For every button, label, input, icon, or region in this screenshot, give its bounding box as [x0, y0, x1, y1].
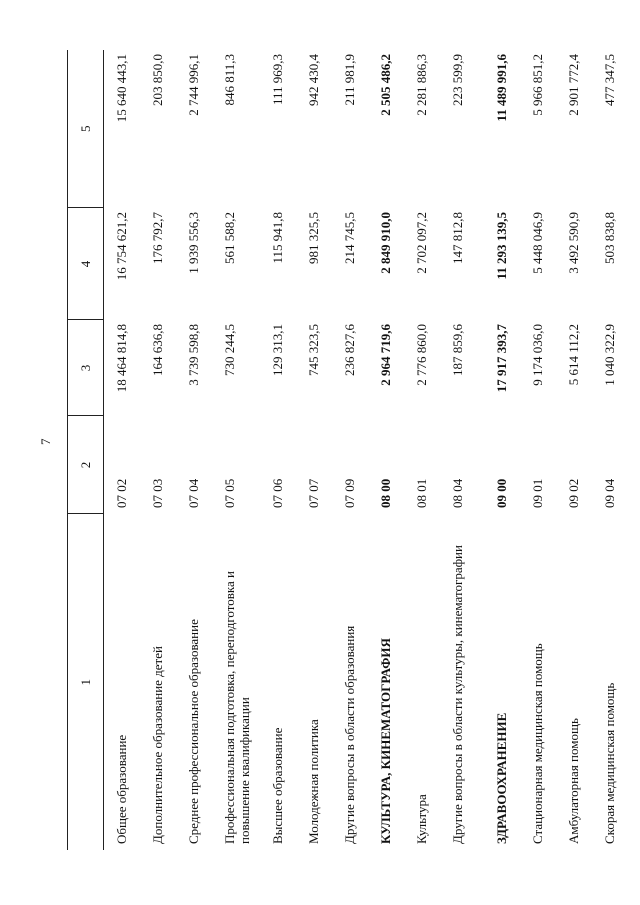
- row-value-4: 981 325,5: [305, 212, 321, 264]
- row-value-4: 214 745,5: [341, 212, 357, 264]
- row-value-3: 730 244,5: [221, 324, 237, 376]
- table-row: [440, 50, 484, 850]
- row-name: Скорая медицинская помощь: [601, 682, 617, 844]
- row-value-3: 18 464 814,8: [114, 324, 129, 393]
- table-row-section: [368, 50, 404, 850]
- row-code: 07 05: [221, 478, 237, 508]
- column-header-4: 4: [68, 208, 104, 320]
- table-row: [176, 50, 212, 850]
- row-name: Общее образование: [114, 734, 129, 844]
- row-name: Высшее образование: [269, 727, 285, 844]
- column-header-2: 2: [68, 416, 104, 514]
- row-value-4: 2 849 910,0: [377, 212, 393, 274]
- row-code: 08 01: [413, 478, 429, 508]
- column-header-3: 3: [68, 320, 104, 416]
- row-value-5: 2 744 996,1: [185, 54, 201, 116]
- row-code: 09 01: [529, 478, 545, 508]
- row-value-5: 2 505 486,2: [377, 54, 393, 116]
- row-value-5: 11 489 991,6: [493, 54, 509, 122]
- row-name: Другие вопросы в области образования: [341, 625, 357, 844]
- row-value-5: 211 981,9: [341, 54, 357, 106]
- row-value-3: 3 739 598,8: [185, 324, 201, 386]
- row-code: 07 04: [185, 478, 201, 508]
- row-value-3: 2 964 719,6: [377, 324, 393, 386]
- row-value-4: 147 812,8: [449, 212, 465, 264]
- table-row-section: [484, 50, 520, 850]
- row-value-4: 561 588,2: [221, 212, 237, 264]
- row-code: 09 04: [601, 478, 617, 508]
- budget-table: [67, 50, 628, 850]
- table-row: [104, 50, 140, 850]
- row-value-4: 115 941,8: [269, 212, 285, 264]
- row-code: 08 04: [449, 478, 465, 508]
- row-value-5: 5 966 851,2: [529, 54, 545, 116]
- row-name: Молодежная политика: [305, 719, 321, 844]
- row-value-3: 2 776 860,0: [413, 324, 429, 386]
- row-value-5: 942 430,4: [305, 54, 321, 106]
- row-name: ЗДРАВООХРАНЕНИЕ: [493, 712, 509, 844]
- table-row: [140, 50, 176, 850]
- row-code: 07 02: [114, 478, 129, 508]
- row-code: 09 00: [493, 478, 509, 508]
- row-value-4: 176 792,7: [149, 212, 165, 264]
- row-name: Стационарная медицинская помощь: [529, 643, 545, 844]
- table-row: [520, 50, 556, 850]
- budget-table-container: [67, 50, 622, 850]
- row-code: 07 03: [149, 478, 165, 508]
- row-value-5: 477 347,5: [601, 54, 617, 106]
- row-code: 07 07: [305, 478, 321, 508]
- row-name: Другие вопросы в области культуры, кинематографии: [449, 545, 465, 844]
- row-name: Среднее профессиональное образование: [185, 619, 201, 844]
- row-value-4: 1 939 556,3: [185, 212, 201, 274]
- row-value-3: 17 917 393,7: [493, 324, 509, 393]
- row-value-3: 9 174 036,0: [529, 324, 545, 386]
- row-value-5: 15 640 443,1: [114, 54, 129, 123]
- row-name: Дополнительное образование детей: [149, 646, 165, 844]
- row-value-3: 129 313,1: [269, 324, 285, 376]
- row-value-4: 3 492 590,9: [565, 212, 581, 274]
- row-name: Профессиональная подготовка, переподготовка и повышение квалификации: [221, 571, 252, 844]
- row-code: 07 09: [341, 478, 357, 508]
- table-row: [260, 50, 296, 850]
- row-name: КУЛЬТУРА, КИНЕМАТОГРАФИЯ: [377, 638, 393, 844]
- page-number: 7: [38, 438, 53, 445]
- row-value-5: 2 281 886,3: [413, 54, 429, 116]
- row-name: Амбулаторная помощь: [565, 718, 581, 844]
- row-value-3: 164 636,8: [149, 324, 165, 376]
- row-code: 07 06: [269, 478, 285, 508]
- column-header-1: 1: [68, 514, 104, 850]
- table-row: [556, 50, 592, 850]
- row-value-5: 203 850,0: [149, 54, 165, 106]
- row-value-5: 223 599,9: [449, 54, 465, 106]
- row-value-3: 187 859,6: [449, 324, 465, 376]
- table-header-row: [68, 50, 104, 850]
- row-name: Культура: [413, 794, 429, 844]
- row-value-4: 11 293 139,5: [493, 212, 509, 280]
- table-row: [296, 50, 332, 850]
- table-row: [212, 50, 260, 850]
- table-row: [592, 50, 628, 850]
- row-value-3: 236 827,6: [341, 324, 357, 376]
- row-value-5: 2 901 772,4: [565, 54, 581, 116]
- column-header-5: 5: [68, 50, 104, 208]
- row-value-4: 2 702 097,2: [413, 212, 429, 274]
- row-value-3: 1 040 322,9: [601, 324, 617, 386]
- row-value-5: 846 811,3: [221, 54, 237, 106]
- row-value-4: 503 838,8: [601, 212, 617, 264]
- row-value-3: 745 323,5: [305, 324, 321, 376]
- table-row: [332, 50, 368, 850]
- row-value-3: 5 614 112,2: [565, 324, 581, 386]
- row-code: 09 02: [565, 478, 581, 508]
- row-value-4: 5 448 046,9: [529, 212, 545, 274]
- row-code: 08 00: [377, 478, 393, 508]
- row-value-5: 111 969,3: [269, 54, 285, 106]
- row-value-4: 16 754 621,2: [114, 212, 129, 281]
- table-row: [404, 50, 440, 850]
